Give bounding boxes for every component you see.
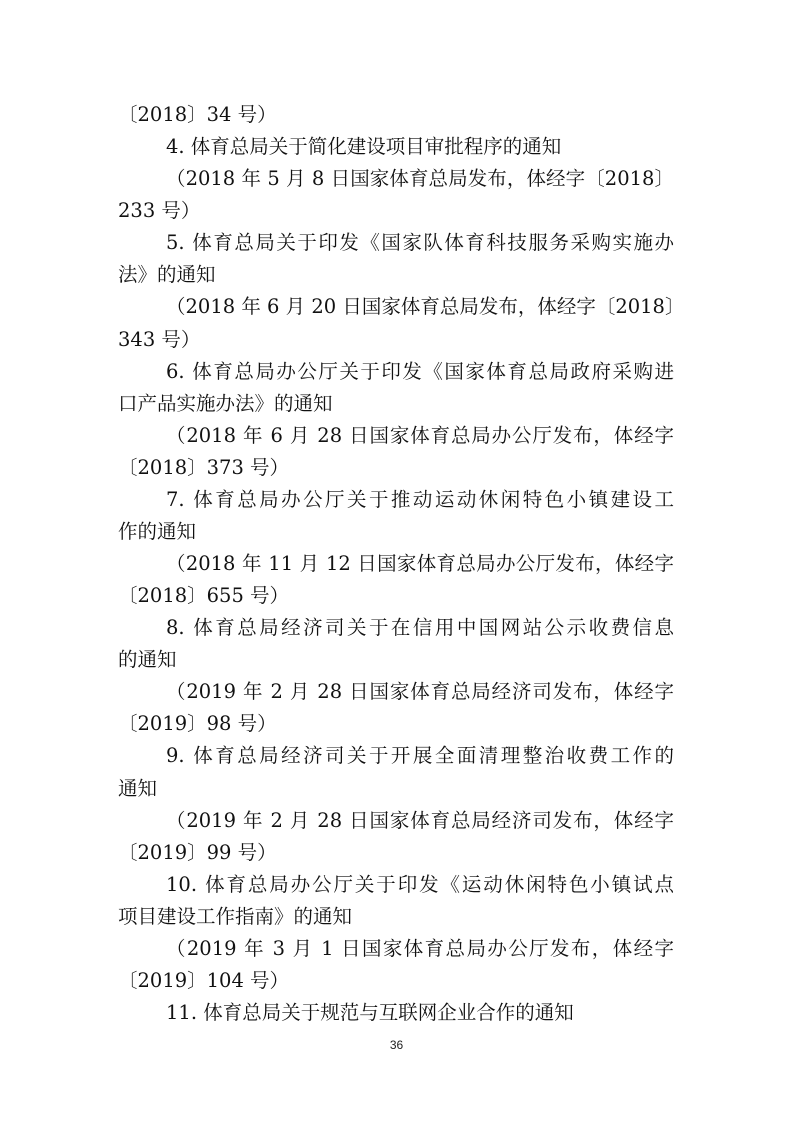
list-item-source: （2018 年 11 月 12 日国家体育总局办公厅发布，体经字	[166, 552, 674, 575]
list-item-continuation: 〔2018〕655 号）	[118, 584, 290, 607]
list-item-source: （2019 年 2 月 28 日国家体育总局经济司发布，体经字	[166, 809, 674, 832]
list-item-source: （2019 年 3 月 1 日国家体育总局办公厅发布，体经字	[166, 937, 674, 960]
page-number: 36	[389, 1038, 404, 1052]
list-item-continuation: 233 号）	[118, 199, 201, 222]
list-item-source: （2018 年 5 月 8 日国家体育总局发布，体经字〔2018〕	[166, 167, 674, 190]
list-item-continuation: 口产品实施办法》的通知	[118, 392, 333, 415]
list-item-title: 5. 体育总局关于印发《国家队体育科技服务采购实施办	[166, 231, 674, 254]
list-item-continuation: 〔2018〕34 号）	[118, 103, 277, 126]
list-item-continuation: 法》的通知	[118, 263, 216, 286]
list-item-continuation: 〔2019〕98 号）	[118, 712, 277, 735]
list-item-continuation: 〔2018〕373 号）	[118, 456, 290, 479]
list-item-title: 9. 体育总局经济司关于开展全面清理整治收费工作的	[166, 744, 674, 767]
list-item-continuation: 〔2019〕99 号）	[118, 841, 277, 864]
list-item-source: （2018 年 6 月 28 日国家体育总局办公厅发布，体经字	[166, 424, 674, 447]
list-item-continuation: 通知	[118, 777, 158, 800]
list-item-source: （2018 年 6 月 20 日国家体育总局发布，体经字〔2018〕	[166, 295, 685, 318]
list-item-title: 10. 体育总局办公厅关于印发《运动休闲特色小镇试点	[166, 873, 674, 896]
list-item-continuation: 的通知	[118, 648, 177, 671]
list-item-title: 8. 体育总局经济司关于在信用中国网站公示收费信息	[166, 616, 674, 639]
list-item-title: 6. 体育总局办公厅关于印发《国家体育总局政府采购进	[166, 360, 674, 383]
list-item-continuation: 〔2019〕104 号）	[118, 969, 290, 992]
list-item-title: 11. 体育总局关于规范与互联网企业合作的通知	[166, 1001, 574, 1024]
list-item-title: 4. 体育总局关于简化建设项目审批程序的通知	[166, 135, 562, 158]
list-item-continuation: 作的通知	[118, 520, 197, 543]
list-item-continuation: 343 号）	[118, 328, 201, 351]
list-item-title: 7. 体育总局办公厅关于推动运动休闲特色小镇建设工	[166, 488, 674, 511]
list-item-source: （2019 年 2 月 28 日国家体育总局经济司发布，体经字	[166, 680, 674, 703]
list-item-continuation: 项目建设工作指南》的通知	[118, 905, 353, 928]
